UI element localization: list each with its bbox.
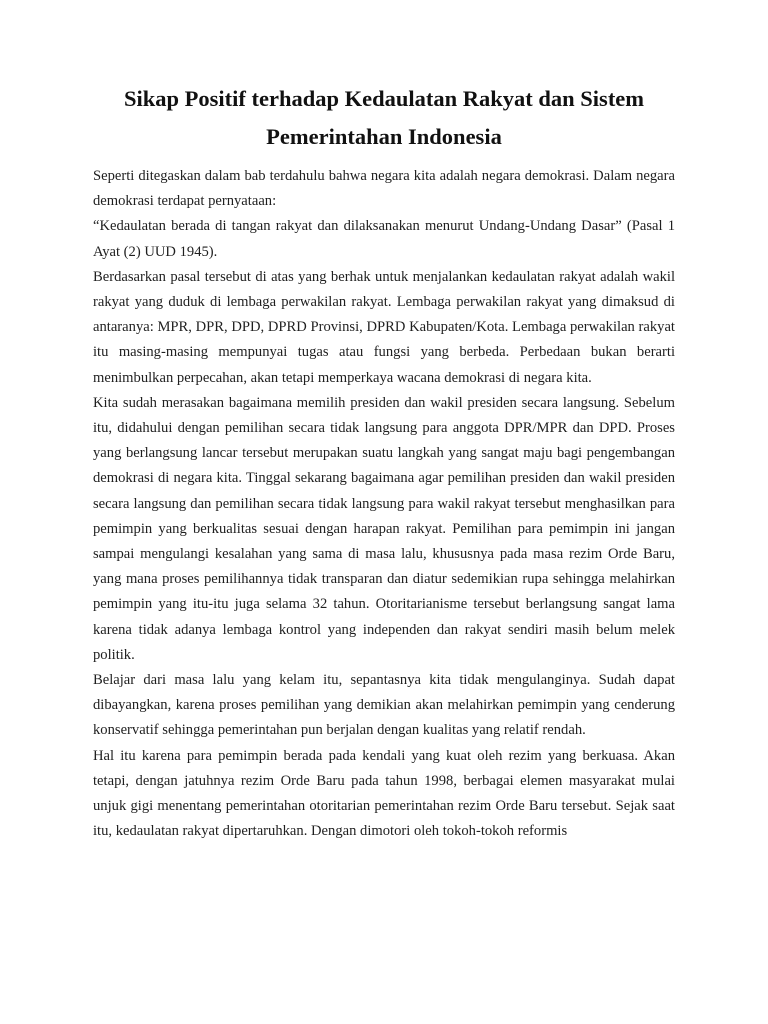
title-line-2: Pemerintahan Indonesia: [266, 124, 502, 149]
page-title: [93, 80, 675, 156]
paragraph-lembaga: Berdasarkan pasal tersebut di atas yang berhak untuk menjalankan kedaulatan rakyat adalah wakil rakyat yang duduk di lembaga perwakilan rakyat. Lembaga perwakilan rakyat yang dimaksud di antaranya: MPR, DPR, DPD, DPRD Provinsi, DPRD Kabupaten/Kota. Lembaga perwakilan rakyat itu masing-masing mempunyai tugas atau fungsi yang berbeda. Perbedaan bukan berarti menimbulkan perpecahan, akan tetapi memperkaya wacana demokrasi di negara kita.: [93, 268, 675, 386]
paragraph-rezim: Hal itu karena para pemimpin berada pada kendali yang kuat oleh rezim yang berkuasa. Akan tetapi, dengan jatuhnya rezim Orde Baru pada tahun 1998, berbagai elemen masyarakat mulai unjuk gigi menentang pemerintahan otoritarian pemerintahan rezim Orde Baru tersebut. Sejak saat itu, kedaulatan rakyat dipertaruhkan. Dengan dimotori oleh tokoh-tokoh reformis: [93, 747, 675, 840]
paragraph-belajar: Belajar dari masa lalu yang kelam itu, sepantasnya kita tidak mengulanginya. Sudah dapat dibayangkan, karena proses pemilihan yang demikian akan melahirkan pemimpin yang cenderung konservatif sehingga pemerintahan pun berjalan dengan kualitas yang relatif rendah.: [93, 672, 675, 739]
paragraph-intro: Seperti ditegaskan dalam bab terdahulu bahwa negara kita adalah negara demokrasi. Dalam negara demokrasi terdapat pernyataan:: [93, 168, 675, 210]
paragraph-quote: “Kedaulatan berada di tangan rakyat dan dilaksanakan menurut Undang-Undang Dasar” (Pasal 1 Ayat (2) UUD 1945).: [93, 218, 675, 260]
document-body: [93, 164, 675, 844]
title-line-1: Sikap Positif terhadap Kedaulatan Rakyat dan Sistem: [123, 86, 645, 111]
paragraph-pemilihan: Kita sudah merasakan bagaimana memilih presiden dan wakil presiden secara langsung. Sebelum itu, didahului dengan pemilihan secara tidak langsung para anggota DPR/MPR dan DPD. Proses yang berlangsung lancar tersebut merupakan suatu langkah yang sangat maju bagi pengembangan demokrasi di negara kita. Tinggal sekarang bagaimana agar pemilihan presiden dan wakil presiden secara langsung dan pemilihan secara tidak langsung para wakil rakyat tersebut menghasilkan para pemimpin yang berkualitas sesuai dengan harapan rakyat. Pemilihan para pemimpin ini jangan sampai mengulangi kesalahan yang sama di masa lalu, khususnya pada masa rezim Orde Baru, yang mana proses pemilihannya tidak transparan dan diatur sedemikian rupa sehingga melahirkan pemimpin yang itu-itu juga selama 32 tahun. Otoritarianisme tersebut berlangsung sangat lama karena tidak adanya lembaga kontrol yang independen dan rakyat sendiri masih belum melek politik.: [93, 394, 675, 663]
